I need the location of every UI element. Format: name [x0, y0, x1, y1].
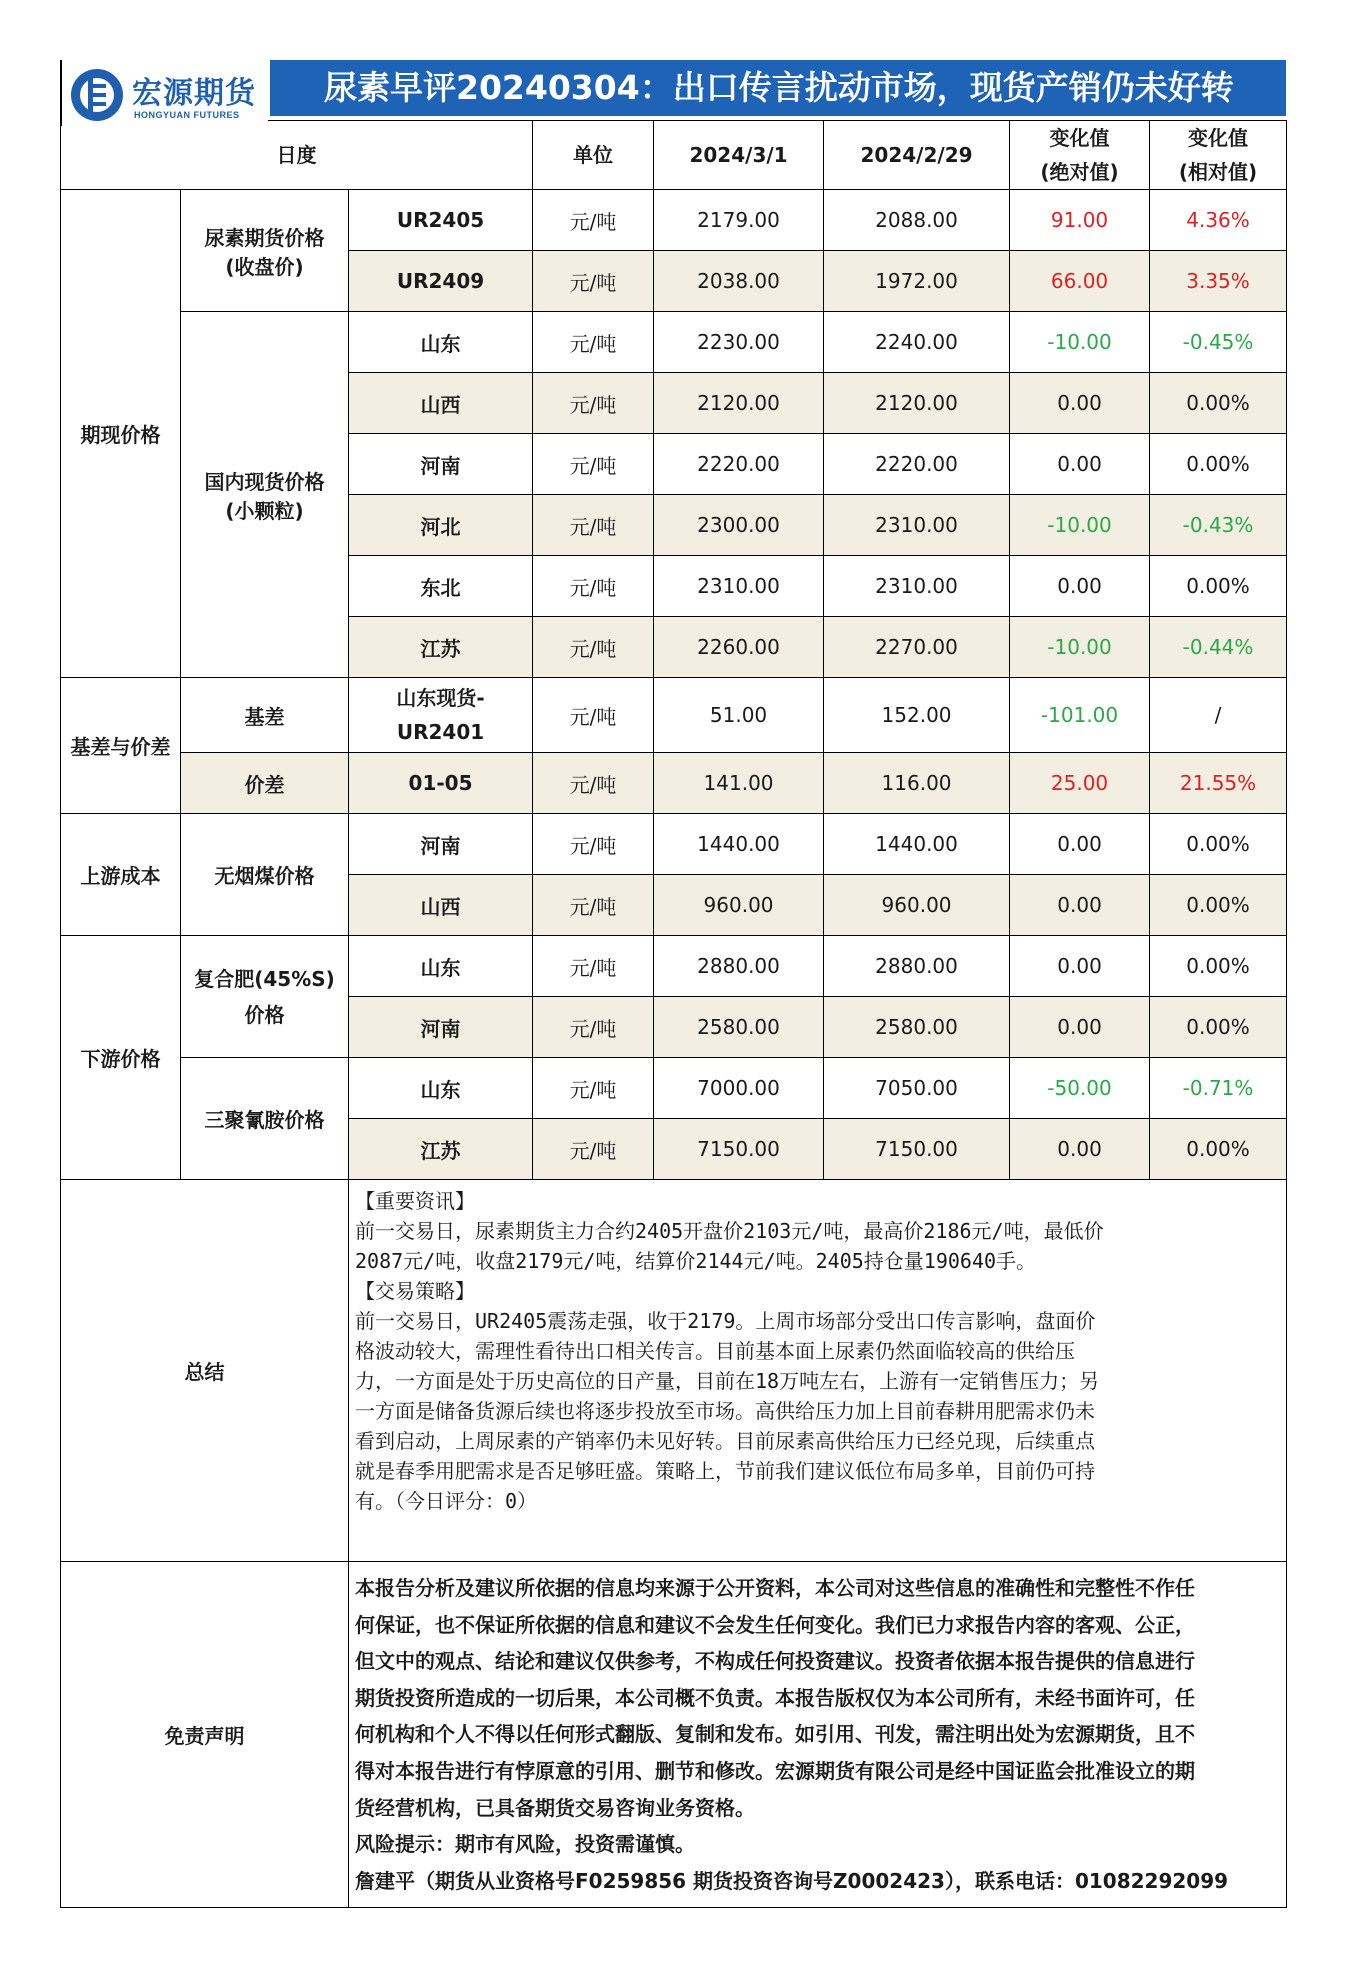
disclaimer-row: [61, 1562, 1287, 1908]
row-change-rel: 0.00%: [1150, 1119, 1287, 1180]
row-value-date2: 2580.00: [824, 997, 1010, 1058]
table-header-row: [61, 121, 1287, 190]
disclaimer-line: 何机构和个人不得以任何形式翻版、复制和发布。如引用、刊发，需注明出处为宏源期货，且不: [355, 1722, 1195, 1747]
disclaimer-line: 但文中的观点、结论和建议仅供参考，不构成任何投资建议。投资者依据本报告提供的信息进行: [355, 1649, 1195, 1674]
report-title: 尿素早评20240304：出口传言扰动市场，现货产销仍未好转: [270, 60, 1286, 116]
summary-line: 【交易策略】: [355, 1279, 475, 1303]
row-unit: 元/吨: [533, 190, 654, 251]
summary-line: 【重要资讯】: [355, 1189, 475, 1213]
row-change-abs: -50.00: [1010, 1058, 1150, 1119]
disclaimer-label: 免责声明: [61, 1562, 349, 1908]
row-unit: 元/吨: [533, 814, 654, 875]
row-item: 河南: [349, 997, 533, 1058]
row-change-rel: 0.00%: [1150, 434, 1287, 495]
row-value-date1: 1440.00: [654, 814, 824, 875]
disclaimer-line: 期货投资所造成的一切后果，本公司概不负责。本报告版权仅为本公司所有，未经书面许可，任: [355, 1685, 1195, 1710]
row-value-date1: 2120.00: [654, 373, 824, 434]
row-item: 山东: [349, 312, 533, 373]
subgroup-label-line2: (收盘价): [225, 254, 304, 279]
analyst-contact: 詹建平（期货从业资格号F0259856 期货投资咨询号Z0002423），联系电话：01082292099: [355, 1868, 1229, 1893]
subgroup-label: 价差: [181, 753, 349, 814]
subgroup-label: [181, 936, 349, 1058]
table-row: [61, 814, 1287, 875]
header-change-rel: [1150, 121, 1287, 190]
row-unit: 元/吨: [533, 875, 654, 936]
row-value-date1: 141.00: [654, 753, 824, 814]
row-item: [349, 678, 533, 753]
row-change-abs: 0.00: [1010, 997, 1150, 1058]
row-change-abs: 0.00: [1010, 875, 1150, 936]
header-date2: 2024/2/29: [824, 121, 1010, 190]
row-value-date2: 7150.00: [824, 1119, 1010, 1180]
row-unit: 元/吨: [533, 678, 654, 753]
summary-line: 2087元/吨，收盘2179元/吨，结算价2144元/吨。2405持仓量190640手。: [355, 1249, 1037, 1273]
group-label: 基差与价差: [61, 678, 181, 814]
row-change-abs: 66.00: [1010, 251, 1150, 312]
row-item: 江苏: [349, 617, 533, 678]
row-unit: 元/吨: [533, 251, 654, 312]
row-item: 山东: [349, 936, 533, 997]
row-value-date2: 2240.00: [824, 312, 1010, 373]
row-value-date1: 2880.00: [654, 936, 824, 997]
row-item: 山西: [349, 875, 533, 936]
row-item: 江苏: [349, 1119, 533, 1180]
row-change-rel: -0.44%: [1150, 617, 1287, 678]
row-change-rel: 0.00%: [1150, 997, 1287, 1058]
header-period: 日度: [61, 121, 533, 190]
row-unit: 元/吨: [533, 1058, 654, 1119]
row-value-date2: 2310.00: [824, 495, 1010, 556]
row-change-abs: 0.00: [1010, 373, 1150, 434]
row-value-date2: 152.00: [824, 678, 1010, 753]
row-change-rel: 0.00%: [1150, 936, 1287, 997]
summary-line: 有。（今日评分：0）: [355, 1489, 538, 1513]
disclaimer-line: 得对本报告进行有悖原意的引用、删节和修改。宏源期货有限公司是经中国证监会批准设立的期: [355, 1758, 1195, 1783]
summary-line: 看到启动，上周尿素的产销率仍未见好转。目前尿素高供给压力已经兑现，后续重点: [355, 1429, 1095, 1453]
row-value-date1: 51.00: [654, 678, 824, 753]
header-change-abs: [1010, 121, 1150, 190]
row-change-abs: -10.00: [1010, 312, 1150, 373]
group-label: 下游价格: [61, 936, 181, 1180]
row-item: 01-05: [349, 753, 533, 814]
row-value-date2: 1972.00: [824, 251, 1010, 312]
row-unit: 元/吨: [533, 997, 654, 1058]
logo-text-en: HONGYUAN FUTURES: [134, 110, 240, 120]
summary-line: 前一交易日，尿素期货主力合约2405开盘价2103元/吨，最高价2186元/吨，最低价: [355, 1219, 1104, 1243]
row-item-line1: 山东现货-: [396, 686, 485, 710]
subgroup-label: 三聚氰胺价格: [181, 1058, 349, 1180]
report-header: [60, 60, 1286, 120]
row-unit: 元/吨: [533, 936, 654, 997]
summary-line: 力，一方面是处于历史高位的日产量，目前在18万吨左右，上游有一定销售压力；另: [355, 1369, 1100, 1393]
row-change-abs: 0.00: [1010, 936, 1150, 997]
summary-label: 总结: [61, 1180, 349, 1562]
row-unit: 元/吨: [533, 495, 654, 556]
row-value-date1: 2038.00: [654, 251, 824, 312]
row-value-date2: 7050.00: [824, 1058, 1010, 1119]
header-change-abs-line1: 变化值: [1049, 126, 1110, 150]
row-unit: 元/吨: [533, 434, 654, 495]
row-item-line2: UR2401: [396, 720, 485, 744]
row-change-rel: 3.35%: [1150, 251, 1287, 312]
row-change-abs: 25.00: [1010, 753, 1150, 814]
subgroup-label-line1: 尿素期货价格: [204, 225, 325, 250]
header-change-abs-line2: (绝对值): [1040, 160, 1119, 184]
row-change-abs: 0.00: [1010, 814, 1150, 875]
summary-line: 前一交易日，UR2405震荡走强，收于2179。上周市场部分受出口传言影响，盘面价: [355, 1309, 1096, 1333]
row-item: 河北: [349, 495, 533, 556]
subgroup-label: 基差: [181, 678, 349, 753]
row-item: UR2409: [349, 251, 533, 312]
row-change-rel: -0.71%: [1150, 1058, 1287, 1119]
hongyuan-logo-icon: [70, 68, 124, 122]
row-change-rel: 0.00%: [1150, 556, 1287, 617]
header-change-rel-line1: 变化值: [1188, 126, 1249, 150]
table-row: [61, 678, 1287, 753]
subgroup-label: [181, 312, 349, 678]
price-table: [60, 120, 1287, 1908]
row-unit: 元/吨: [533, 556, 654, 617]
header-change-rel-line2: (相对值): [1178, 160, 1258, 184]
disclaimer-line: 货经营机构，已具备期货交易咨询业务资格。: [355, 1795, 755, 1820]
summary-row: [61, 1180, 1287, 1562]
row-change-rel: 21.55%: [1150, 753, 1287, 814]
group-label: 期现价格: [61, 190, 181, 678]
row-value-date1: 960.00: [654, 875, 824, 936]
subgroup-label-line2: (小颗粒): [225, 498, 304, 523]
row-value-date1: 2310.00: [654, 556, 824, 617]
row-change-rel: 0.00%: [1150, 373, 1287, 434]
row-item: 河南: [349, 434, 533, 495]
row-value-date2: 2088.00: [824, 190, 1010, 251]
row-unit: 元/吨: [533, 1119, 654, 1180]
row-change-abs: 0.00: [1010, 434, 1150, 495]
row-value-date1: 7150.00: [654, 1119, 824, 1180]
subgroup-label: 无烟煤价格: [181, 814, 349, 936]
row-value-date2: 2220.00: [824, 434, 1010, 495]
table-row: [61, 936, 1287, 997]
header-date1: 2024/3/1: [654, 121, 824, 190]
subgroup-label-line1: 国内现货价格: [204, 469, 325, 494]
row-value-date1: 2179.00: [654, 190, 824, 251]
row-unit: 元/吨: [533, 312, 654, 373]
logo-text-cn: 宏源期货: [132, 76, 256, 111]
row-change-rel: -0.43%: [1150, 495, 1287, 556]
row-value-date2: 1440.00: [824, 814, 1010, 875]
row-change-rel: 0.00%: [1150, 875, 1287, 936]
row-item: 河南: [349, 814, 533, 875]
row-change-abs: 0.00: [1010, 1119, 1150, 1180]
row-change-rel: /: [1150, 678, 1287, 753]
row-value-date1: 2260.00: [654, 617, 824, 678]
row-value-date2: 960.00: [824, 875, 1010, 936]
company-logo: [60, 60, 268, 126]
row-value-date1: 2300.00: [654, 495, 824, 556]
report-page: [60, 60, 1286, 1908]
subgroup-label-line2: 价格: [244, 1002, 285, 1027]
row-change-abs: 91.00: [1010, 190, 1150, 251]
table-row: [61, 312, 1287, 373]
row-item: 山西: [349, 373, 533, 434]
row-unit: 元/吨: [533, 373, 654, 434]
row-value-date2: 2120.00: [824, 373, 1010, 434]
row-item: 东北: [349, 556, 533, 617]
disclaimer-line: 本报告分析及建议所依据的信息均来源于公开资料，本公司对这些信息的准确性和完整性不作任: [355, 1576, 1195, 1600]
row-change-abs: -10.00: [1010, 617, 1150, 678]
row-value-date2: 2270.00: [824, 617, 1010, 678]
row-value-date1: 2230.00: [654, 312, 824, 373]
row-change-rel: 0.00%: [1150, 814, 1287, 875]
row-unit: 元/吨: [533, 617, 654, 678]
table-row: [61, 753, 1287, 814]
summary-text: [349, 1180, 1287, 1562]
row-change-rel: -0.45%: [1150, 312, 1287, 373]
subgroup-label: [181, 190, 349, 312]
disclaimer-text: [349, 1562, 1287, 1908]
row-unit: 元/吨: [533, 753, 654, 814]
row-value-date2: 2310.00: [824, 556, 1010, 617]
row-value-date1: 2220.00: [654, 434, 824, 495]
group-label: 上游成本: [61, 814, 181, 936]
summary-line: 格波动较大，需理性看待出口相关传言。目前基本面上尿素仍然面临较高的供给压: [355, 1339, 1075, 1363]
summary-line: 就是春季用肥需求是否足够旺盛。策略上，节前我们建议低位布局多单，目前仍可持: [355, 1459, 1095, 1483]
row-item: 山东: [349, 1058, 533, 1119]
row-value-date2: 116.00: [824, 753, 1010, 814]
subgroup-label-line1: 复合肥(45%S): [194, 966, 335, 991]
row-value-date2: 2880.00: [824, 936, 1010, 997]
row-value-date1: 7000.00: [654, 1058, 824, 1119]
disclaimer-line: 何保证，也不保证所依据的信息和建议不会发生任何变化。我们已力求报告内容的客观、公正，: [355, 1612, 1195, 1637]
row-change-abs: -10.00: [1010, 495, 1150, 556]
row-change-rel: 4.36%: [1150, 190, 1287, 251]
header-unit: 单位: [533, 121, 654, 190]
row-change-abs: -101.00: [1010, 678, 1150, 753]
row-change-abs: 0.00: [1010, 556, 1150, 617]
row-item: UR2405: [349, 190, 533, 251]
row-value-date1: 2580.00: [654, 997, 824, 1058]
table-row: [61, 1058, 1287, 1119]
summary-line: 一方面是储备货源后续也将逐步投放至市场。高供给压力加上目前春耕用肥需求仍未: [355, 1399, 1095, 1423]
table-row: [61, 190, 1287, 251]
risk-warning: 风险提示：期市有风险，投资需谨慎。: [355, 1832, 695, 1857]
